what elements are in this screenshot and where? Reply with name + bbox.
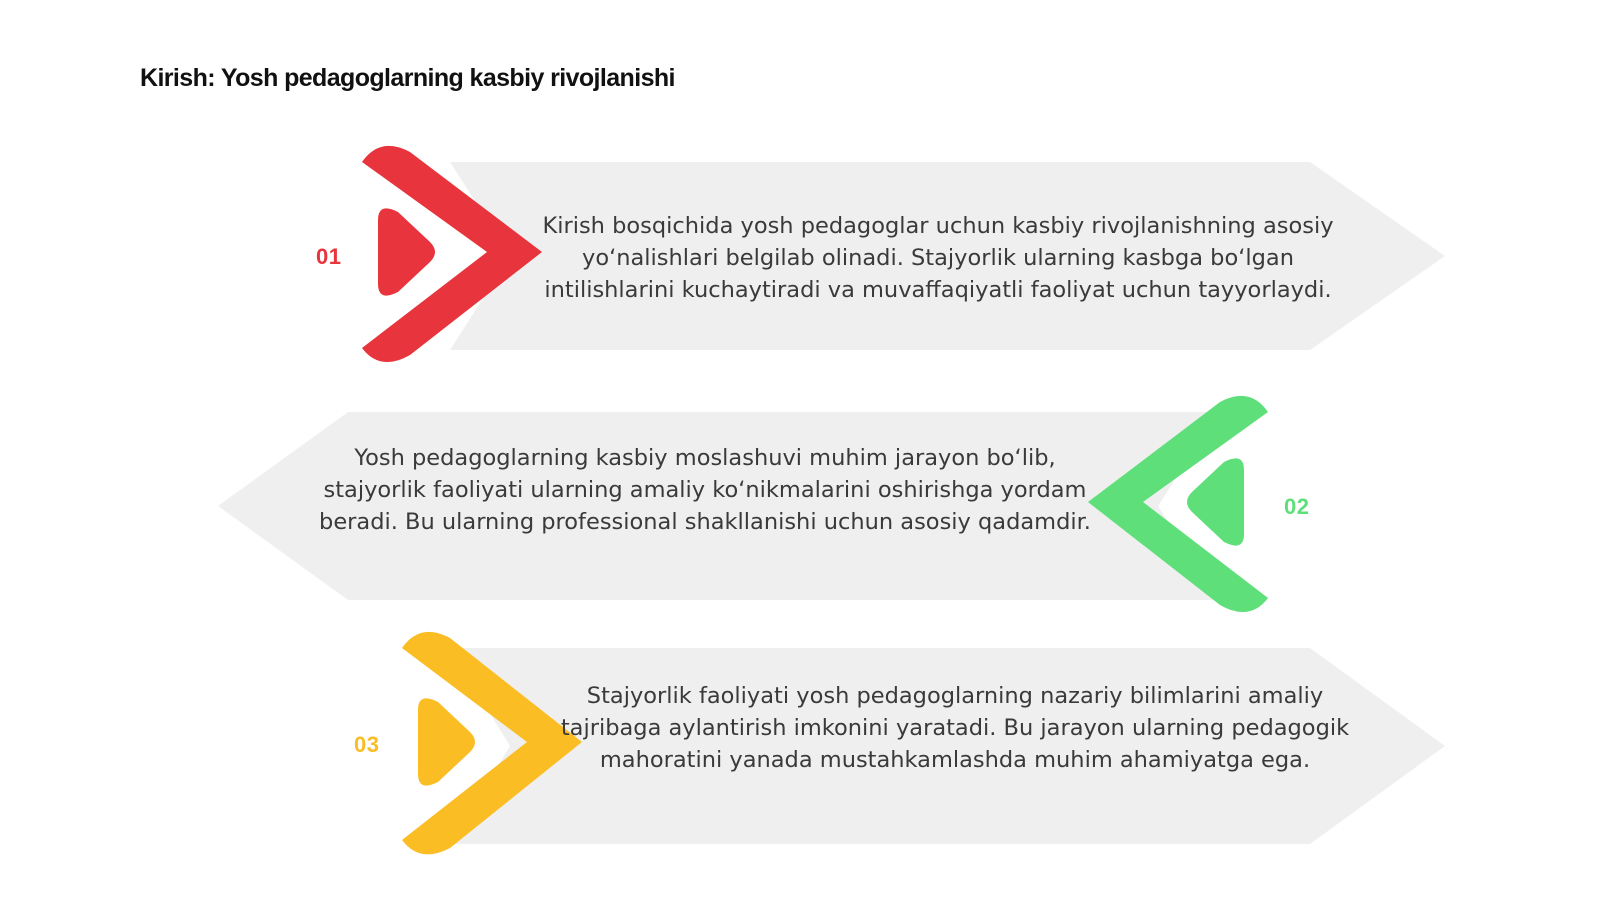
slide-title: Kirish: Yosh pedagoglarning kasbiy rivojlanishi	[140, 64, 675, 92]
item-text-03: Stajyorlik faoliyati yosh pedagoglarning nazariy bilimlarini amaliy tajribaga aylantirish imkonini yaratadi. Bu jarayon ularning pedagogik mahoratini yanada mustahkamlashda muhim ahamiyatga ega.	[560, 683, 1350, 773]
play-shape	[1187, 458, 1244, 545]
chevron-left-icon	[1078, 390, 1278, 620]
item-number-01: 01	[316, 244, 342, 269]
item-text-01: Kirish bosqichida yosh pedagoglar uchun kasbiy rivojlanishning asosiy yo‘nalishlari belgilab olinadi. Stajyorlik ularning kasbga bo‘lgan intilishlarini kuchaytiradi va muvaffaqiyatli faoliyat uchun tayyorlaydi.	[542, 213, 1334, 303]
item-number-02: 02	[1284, 494, 1310, 519]
item-text-02: Yosh pedagoglarning kasbiy moslashuvi muhim jarayon bo‘lib, stajyorlik faoliyati ularning amaliy ko‘nikmalarini oshirishga yordam beradi. Bu ularning professional shakllanishi uchun asosiy qadamdir.	[319, 445, 1091, 535]
item-number-03: 03	[354, 732, 380, 757]
chevron-right-icon	[352, 140, 552, 370]
play-shape	[418, 698, 475, 785]
play-shape	[378, 208, 435, 295]
